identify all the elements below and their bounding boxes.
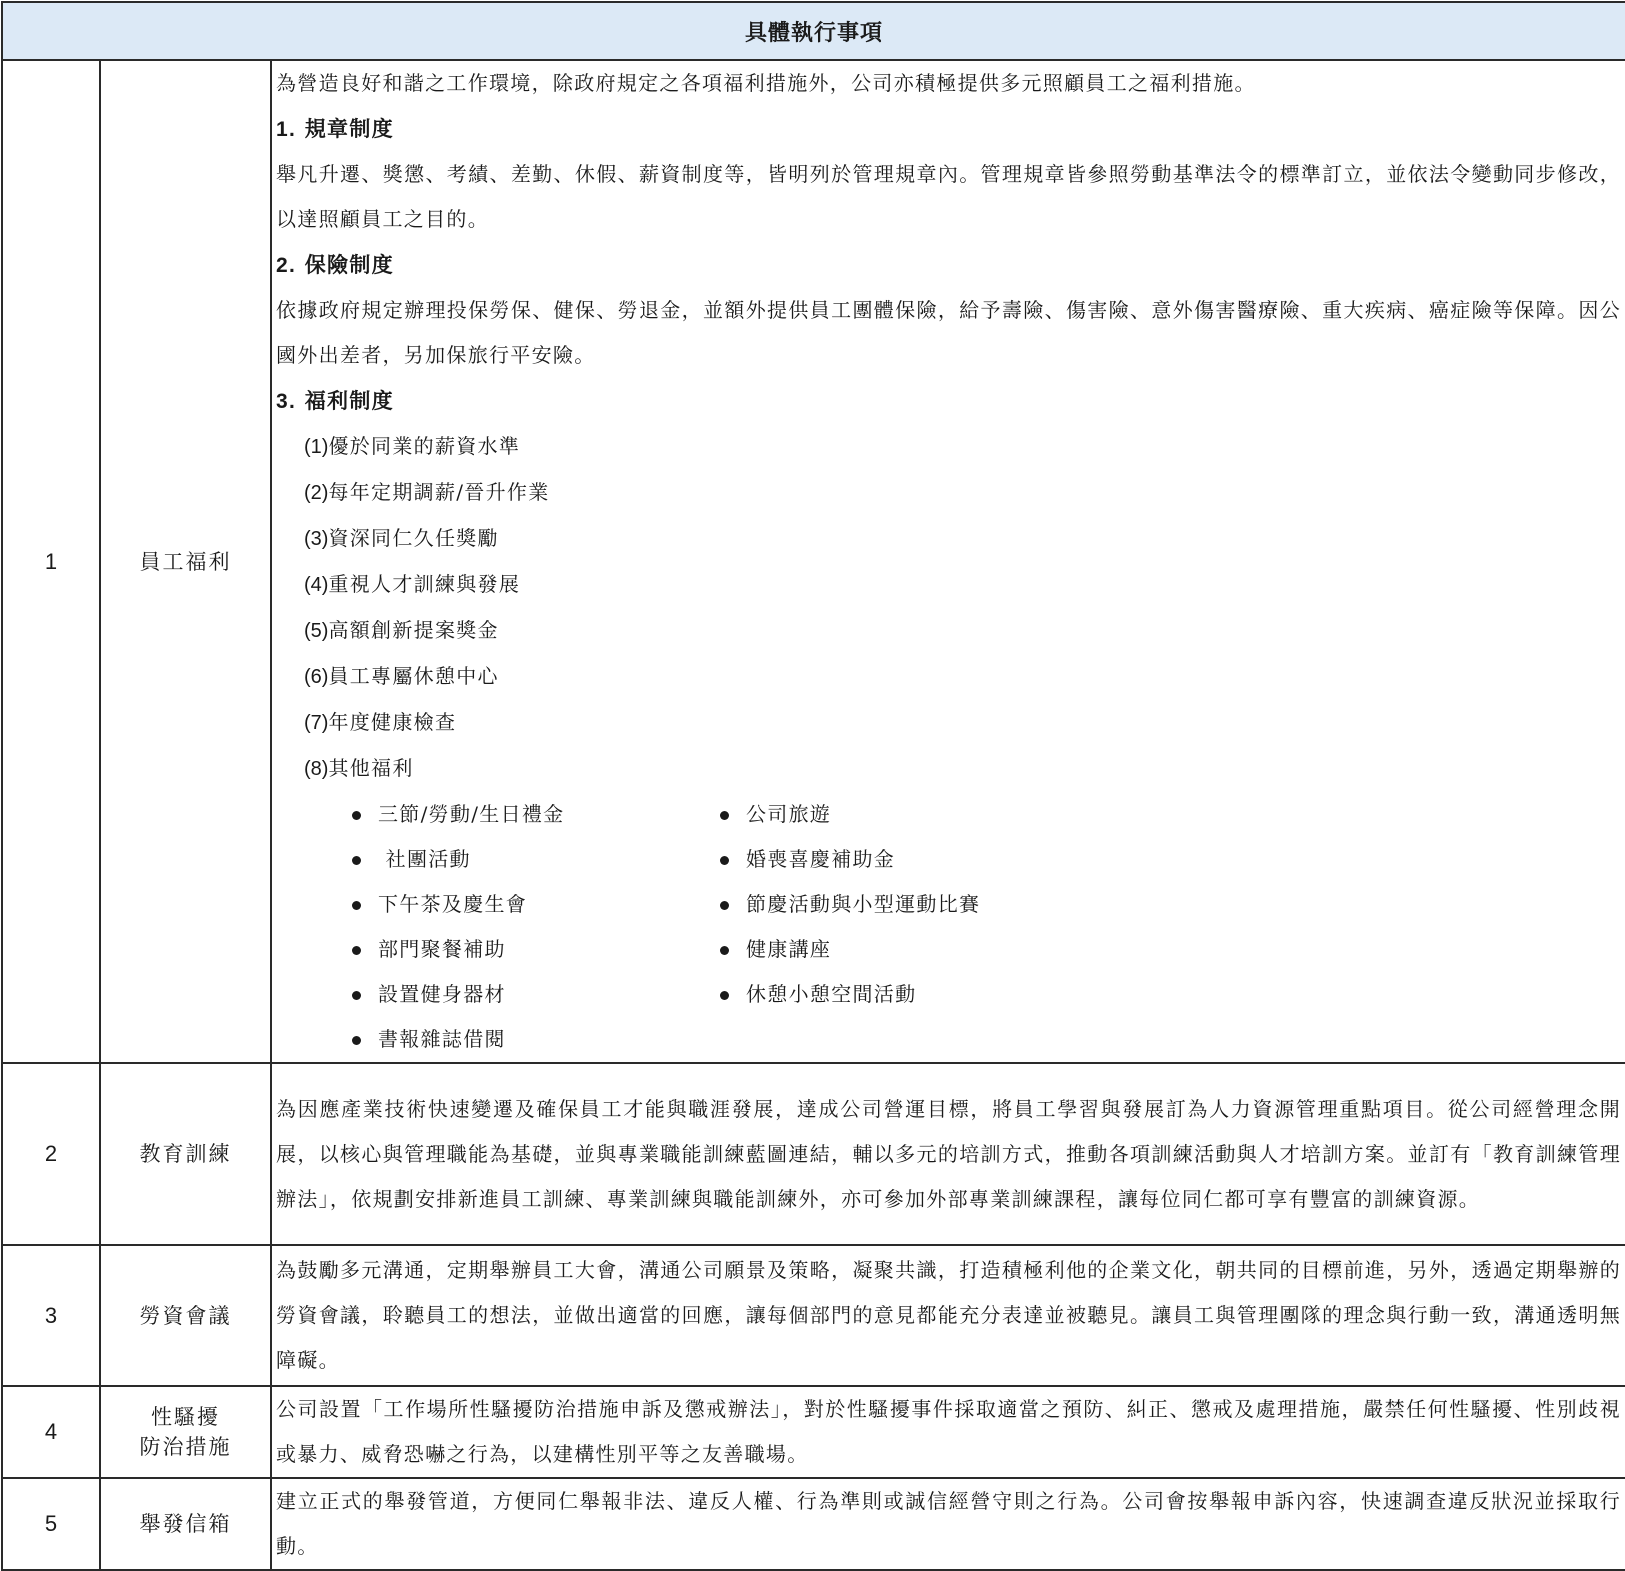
welfare-item: (8)其他福利	[304, 756, 414, 780]
row-body: 為因應產業技術快速變遷及確保員工才能與職涯發展，達成公司營運目標，將員工學習與發展訂為人力資源管理重點項目。從公司經營理念開展，以核心與管理職能為基礎，並與專業職能訓練藍圖連結，輔以多元的培訓方式，推動各項訓練活動與人才培訓方案。並訂有「教育訓練管理辦法」，依規劃安排新進員工訓練、專業訓練與職能訓練外，亦可參加外部專業訓練課程，讓每位同仁都可享有豐富的訓練資源。	[276, 1096, 1621, 1211]
benefit-bullet: 部門聚餐補助	[348, 927, 716, 972]
measures-table	[1, 1, 1625, 1571]
benefit-bullet: 休憩小憩空間活動	[716, 972, 1116, 1017]
section-body: 依據政府規定辦理投保勞保、健保、勞退金，並額外提供員工團體保險，給予壽險、傷害險、意外傷害醫療險、重大疾病、癌症險等保障。因公國外出差者，另加保旅行平安險。	[276, 298, 1621, 367]
row-content	[271, 1063, 1625, 1245]
welfare-item: (3)資深同仁久任獎勵	[304, 526, 499, 550]
row-number: 1	[2, 60, 100, 1063]
header-row	[2, 2, 1625, 60]
row-number: 2	[2, 1063, 100, 1245]
table-row	[2, 1478, 1625, 1570]
row-body: 為鼓勵多元溝通，定期舉辦員工大會，溝通公司願景及策略，凝聚共識，打造積極利他的企業文化，朝共同的目標前進，另外，透過定期舉辦的勞資會議，聆聽員工的想法，並做出適當的回應，讓每個部門的意見都能充分表達並被聽見。讓員工與管理團隊的理念與行動一致，溝通透明無障礙。	[276, 1258, 1621, 1372]
section-title: 3. 福利制度	[276, 388, 394, 413]
category-label: 勞資會議	[139, 1303, 232, 1328]
table-row	[2, 1245, 1625, 1386]
welfare-item: (7)年度健康檢查	[304, 710, 457, 734]
section-title: 2. 保險制度	[276, 252, 394, 277]
table-row	[2, 1386, 1625, 1478]
welfare-item: (5)高額創新提案獎金	[304, 618, 499, 642]
welfare-item: (6)員工專屬休憩中心	[304, 664, 499, 688]
row-content	[271, 1245, 1625, 1386]
row-content	[271, 60, 1625, 1063]
row-category	[100, 1478, 271, 1570]
category-label: 員工福利	[139, 549, 232, 574]
section-title: 1. 規章制度	[276, 116, 394, 141]
welfare-item: (4)重視人才訓練與發展	[304, 572, 521, 596]
benefit-bullet: 節慶活動與小型運動比賽	[716, 882, 1116, 927]
benefit-bullet: 三節/勞動/生日禮金	[348, 792, 716, 837]
benefit-bullet: 書報雜誌借閱	[348, 1017, 716, 1062]
row-body: 建立正式的舉發管道，方便同仁舉報非法、違反人權、行為準則或誠信經營守則之行為。公司會按舉報申訴內容，快速調查違反狀況並採取行動。	[276, 1489, 1621, 1558]
category-label-line: 性騷擾	[151, 1405, 220, 1429]
row-body: 公司設置「工作場所性騷擾防治措施申訴及懲戒辦法」，對於性騷擾事件採取適當之預防、糾正、懲戒及處理措施，嚴禁任何性騷擾、性別歧視或暴力、威脅恐嚇之行為，以建構性別平等之友善職場。	[276, 1397, 1621, 1466]
section-body: 舉凡升遷、獎懲、考績、差勤、休假、薪資制度等，皆明列於管理規章內。管理規章皆參照勞動基準法令的標準訂立，並依法令變動同步修改，以達照顧員工之目的。	[276, 162, 1621, 231]
other-benefits-list	[276, 792, 1621, 1062]
row-category	[100, 1245, 271, 1386]
table-title: 具體執行事項	[2, 2, 1625, 60]
category-label: 教育訓練	[139, 1142, 232, 1166]
category-label: 舉發信箱	[139, 1512, 232, 1536]
table-row	[2, 1063, 1625, 1245]
intro-text: 為營造良好和諧之工作環境，除政府規定之各項福利措施外，公司亦積極提供多元照顧員工之福利措施。	[276, 71, 1256, 95]
benefit-bullet: 婚喪喜慶補助金	[716, 837, 1116, 882]
benefit-bullet: 社團活動	[348, 837, 716, 882]
benefit-bullet: 健康講座	[716, 927, 1116, 972]
welfare-item: (1)優於同業的薪資水準	[304, 434, 521, 458]
row-number: 4	[2, 1386, 100, 1478]
row-category	[100, 60, 271, 1063]
benefit-bullet: 下午茶及慶生會	[348, 882, 716, 927]
row-content	[271, 1386, 1625, 1478]
row-content	[271, 1478, 1625, 1570]
benefit-bullet: 設置健身器材	[348, 972, 716, 1017]
category-label-line: 防治措施	[139, 1435, 232, 1459]
table-row	[2, 60, 1625, 1063]
benefit-bullet: 公司旅遊	[716, 792, 1116, 837]
row-number: 5	[2, 1478, 100, 1570]
row-category	[100, 1386, 271, 1478]
welfare-item: (2)每年定期調薪/晉升作業	[304, 480, 550, 504]
row-number: 3	[2, 1245, 100, 1386]
row-category	[100, 1063, 271, 1245]
